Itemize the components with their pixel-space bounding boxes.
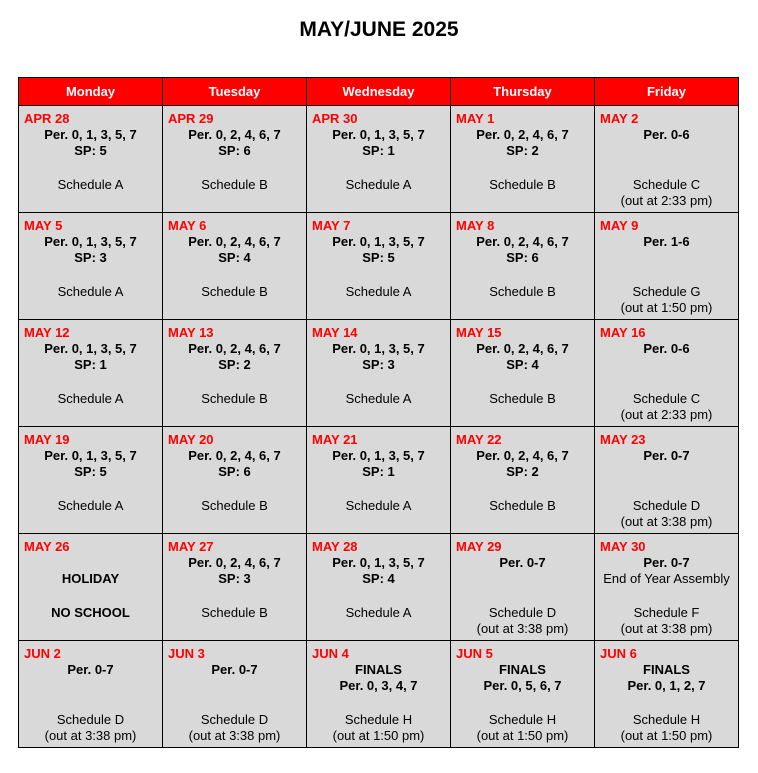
page-title: MAY/JUNE 2025 <box>299 18 459 41</box>
day-line: Schedule B <box>489 498 556 513</box>
day-cell <box>595 106 739 213</box>
day-cell <box>595 427 739 534</box>
day-cell <box>307 427 451 534</box>
day-line: Per. 0, 2, 4, 6, 7 <box>188 341 281 356</box>
day-line: Per. 0, 2, 4, 6, 7 <box>188 448 281 463</box>
day-line: FINALS <box>499 662 546 677</box>
day-cell <box>163 641 307 748</box>
day-line: SP: 5 <box>74 143 107 158</box>
day-line: (out at 3:38 pm) <box>44 728 137 743</box>
day-line: SP: 5 <box>362 250 395 265</box>
day-line: Per. 0, 1, 3, 5, 7 <box>44 448 137 463</box>
day-line: Schedule A <box>345 284 412 299</box>
day-line: NO SCHOOL <box>51 605 130 620</box>
day-date: MAY 7 <box>312 218 351 233</box>
day-line: SP: 4 <box>506 357 539 372</box>
day-line: HOLIDAY <box>61 571 120 586</box>
day-line: SP: 6 <box>218 143 251 158</box>
day-date: MAY 29 <box>456 539 502 554</box>
day-line: (out at 1:50 pm) <box>332 728 425 743</box>
day-line: Per. 0, 2, 4, 6, 7 <box>476 341 569 356</box>
day-line: Per. 0, 1, 3, 5, 7 <box>44 341 137 356</box>
week-row <box>19 534 739 641</box>
day-line: Schedule A <box>345 177 412 192</box>
day-cell <box>595 320 739 427</box>
day-line: Per. 0-6 <box>643 127 690 142</box>
day-line: Per. 0-6 <box>643 341 690 356</box>
day-line: Schedule D <box>488 605 557 620</box>
day-line: SP: 4 <box>362 571 395 586</box>
day-line: SP: 1 <box>362 464 395 479</box>
day-line: SP: 2 <box>506 464 539 479</box>
day-cell <box>451 427 595 534</box>
day-line: SP: 1 <box>74 357 107 372</box>
day-line: Per. 0, 1, 3, 5, 7 <box>44 234 137 249</box>
day-cell <box>451 641 595 748</box>
day-line: Per. 1-6 <box>643 234 690 249</box>
day-date: MAY 16 <box>600 325 646 340</box>
day-cell <box>19 641 163 748</box>
day-line: Schedule G <box>632 284 701 299</box>
day-cell <box>163 427 307 534</box>
day-cell <box>595 213 739 320</box>
day-date: MAY 12 <box>24 325 70 340</box>
day-line: Schedule D <box>200 712 269 727</box>
day-line: Schedule B <box>201 391 268 406</box>
day-date: MAY 19 <box>24 432 70 447</box>
day-line: Per. 0, 5, 6, 7 <box>483 678 562 693</box>
day-line: SP: 5 <box>74 464 107 479</box>
day-cell <box>19 213 163 320</box>
day-date: MAY 23 <box>600 432 646 447</box>
day-line: (out at 2:33 pm) <box>620 193 713 208</box>
day-line: Per. 0, 1, 3, 5, 7 <box>332 341 425 356</box>
day-line: Per. 0, 1, 3, 5, 7 <box>332 555 425 570</box>
day-cell <box>451 534 595 641</box>
day-cell <box>19 427 163 534</box>
day-line: Per. 0, 1, 3, 5, 7 <box>332 127 425 142</box>
day-date: MAY 5 <box>24 218 63 233</box>
day-line: Per. 0, 2, 4, 6, 7 <box>188 234 281 249</box>
day-date: APR 30 <box>312 111 358 126</box>
day-cell <box>19 320 163 427</box>
day-date: APR 29 <box>168 111 214 126</box>
day-line: Per. 0-7 <box>499 555 546 570</box>
day-cell <box>307 106 451 213</box>
day-date: MAY 8 <box>456 218 495 233</box>
day-line: SP: 4 <box>218 250 251 265</box>
weekday-header: Wednesday <box>307 78 451 106</box>
day-line: Per. 0-7 <box>643 555 690 570</box>
weekday-header: Thursday <box>451 78 595 106</box>
day-date: MAY 21 <box>312 432 358 447</box>
day-cell <box>307 320 451 427</box>
day-line: Per. 0, 1, 3, 5, 7 <box>44 127 137 142</box>
day-line: Schedule C <box>632 177 701 192</box>
day-date: JUN 3 <box>168 646 205 661</box>
day-cell <box>307 534 451 641</box>
weekday-header: Friday <box>595 78 739 106</box>
day-date: MAY 30 <box>600 539 646 554</box>
day-date: JUN 5 <box>456 646 493 661</box>
day-line: Per. 0, 2, 4, 6, 7 <box>476 127 569 142</box>
day-line: Schedule A <box>345 391 412 406</box>
day-line: Schedule H <box>344 712 413 727</box>
day-cell <box>595 641 739 748</box>
day-line: Per. 0, 3, 4, 7 <box>339 678 418 693</box>
day-line: Schedule A <box>57 177 124 192</box>
day-line: Per. 0, 1, 3, 5, 7 <box>332 448 425 463</box>
day-line: Schedule B <box>201 605 268 620</box>
day-line: Per. 0, 1, 2, 7 <box>627 678 706 693</box>
day-line: End of Year Assembly <box>603 571 730 586</box>
week-row <box>19 427 739 534</box>
day-date: JUN 2 <box>24 646 61 661</box>
day-date: MAY 15 <box>456 325 502 340</box>
day-date: MAY 20 <box>168 432 214 447</box>
day-line: Schedule A <box>57 498 124 513</box>
week-row <box>19 106 739 213</box>
day-line: (out at 1:50 pm) <box>620 300 713 315</box>
day-line: SP: 6 <box>218 464 251 479</box>
day-line: Schedule B <box>201 284 268 299</box>
day-date: MAY 22 <box>456 432 502 447</box>
week-row <box>19 320 739 427</box>
day-line: FINALS <box>355 662 402 677</box>
day-line: Per. 0, 1, 3, 5, 7 <box>332 234 425 249</box>
day-date: MAY 27 <box>168 539 214 554</box>
day-date: MAY 13 <box>168 325 214 340</box>
day-line: (out at 1:50 pm) <box>620 728 713 743</box>
day-line: Schedule B <box>201 498 268 513</box>
day-line: Schedule H <box>632 712 701 727</box>
day-cell <box>163 106 307 213</box>
day-line: Per. 0-7 <box>211 662 258 677</box>
day-line: SP: 6 <box>506 250 539 265</box>
calendar-table <box>18 77 739 748</box>
day-line: Schedule D <box>56 712 125 727</box>
day-cell <box>451 106 595 213</box>
day-line: Schedule H <box>488 712 557 727</box>
day-line: (out at 3:38 pm) <box>188 728 281 743</box>
day-cell <box>307 213 451 320</box>
day-line: Schedule D <box>632 498 701 513</box>
day-line: (out at 2:33 pm) <box>620 407 713 422</box>
day-date: MAY 14 <box>312 325 358 340</box>
weekday-header: Tuesday <box>163 78 307 106</box>
day-line: (out at 3:38 pm) <box>620 514 713 529</box>
day-line: Schedule C <box>632 391 701 406</box>
day-line: SP: 2 <box>506 143 539 158</box>
day-date: MAY 9 <box>600 218 639 233</box>
day-cell <box>163 213 307 320</box>
day-date: JUN 4 <box>312 646 349 661</box>
day-cell <box>451 320 595 427</box>
week-row <box>19 213 739 320</box>
day-line: Schedule F <box>633 605 700 620</box>
day-line: Schedule A <box>345 605 412 620</box>
day-cell <box>163 320 307 427</box>
day-line: (out at 3:38 pm) <box>620 621 713 636</box>
day-line: (out at 1:50 pm) <box>476 728 569 743</box>
day-date: MAY 28 <box>312 539 358 554</box>
day-line: Schedule B <box>489 284 556 299</box>
day-cell <box>307 641 451 748</box>
day-line: Per. 0, 2, 4, 6, 7 <box>188 127 281 142</box>
day-line: Schedule A <box>345 498 412 513</box>
day-line: Schedule A <box>57 284 124 299</box>
day-date: MAY 6 <box>168 218 207 233</box>
day-line: SP: 1 <box>362 143 395 158</box>
day-line: Per. 0, 2, 4, 6, 7 <box>476 448 569 463</box>
day-line: Schedule B <box>201 177 268 192</box>
day-date: JUN 6 <box>600 646 637 661</box>
day-date: MAY 26 <box>24 539 70 554</box>
weekday-header-row <box>19 78 739 106</box>
day-cell <box>19 534 163 641</box>
day-line: Per. 0-7 <box>67 662 114 677</box>
day-line: FINALS <box>643 662 690 677</box>
day-line: Per. 0-7 <box>643 448 690 463</box>
day-line: Per. 0, 2, 4, 6, 7 <box>476 234 569 249</box>
day-cell <box>451 213 595 320</box>
day-line: SP: 3 <box>74 250 107 265</box>
day-line: SP: 3 <box>362 357 395 372</box>
weekday-header: Monday <box>19 78 163 106</box>
day-date: MAY 1 <box>456 111 495 126</box>
day-line: Schedule A <box>57 391 124 406</box>
day-cell <box>595 534 739 641</box>
day-line: Per. 0, 2, 4, 6, 7 <box>188 555 281 570</box>
week-row <box>19 641 739 748</box>
day-cell <box>19 106 163 213</box>
day-line: (out at 3:38 pm) <box>476 621 569 636</box>
day-cell <box>163 534 307 641</box>
day-line: SP: 3 <box>218 571 251 586</box>
day-line: Schedule B <box>489 177 556 192</box>
day-date: MAY 2 <box>600 111 639 126</box>
day-line: Schedule B <box>489 391 556 406</box>
day-date: APR 28 <box>24 111 70 126</box>
day-line: SP: 2 <box>218 357 251 372</box>
